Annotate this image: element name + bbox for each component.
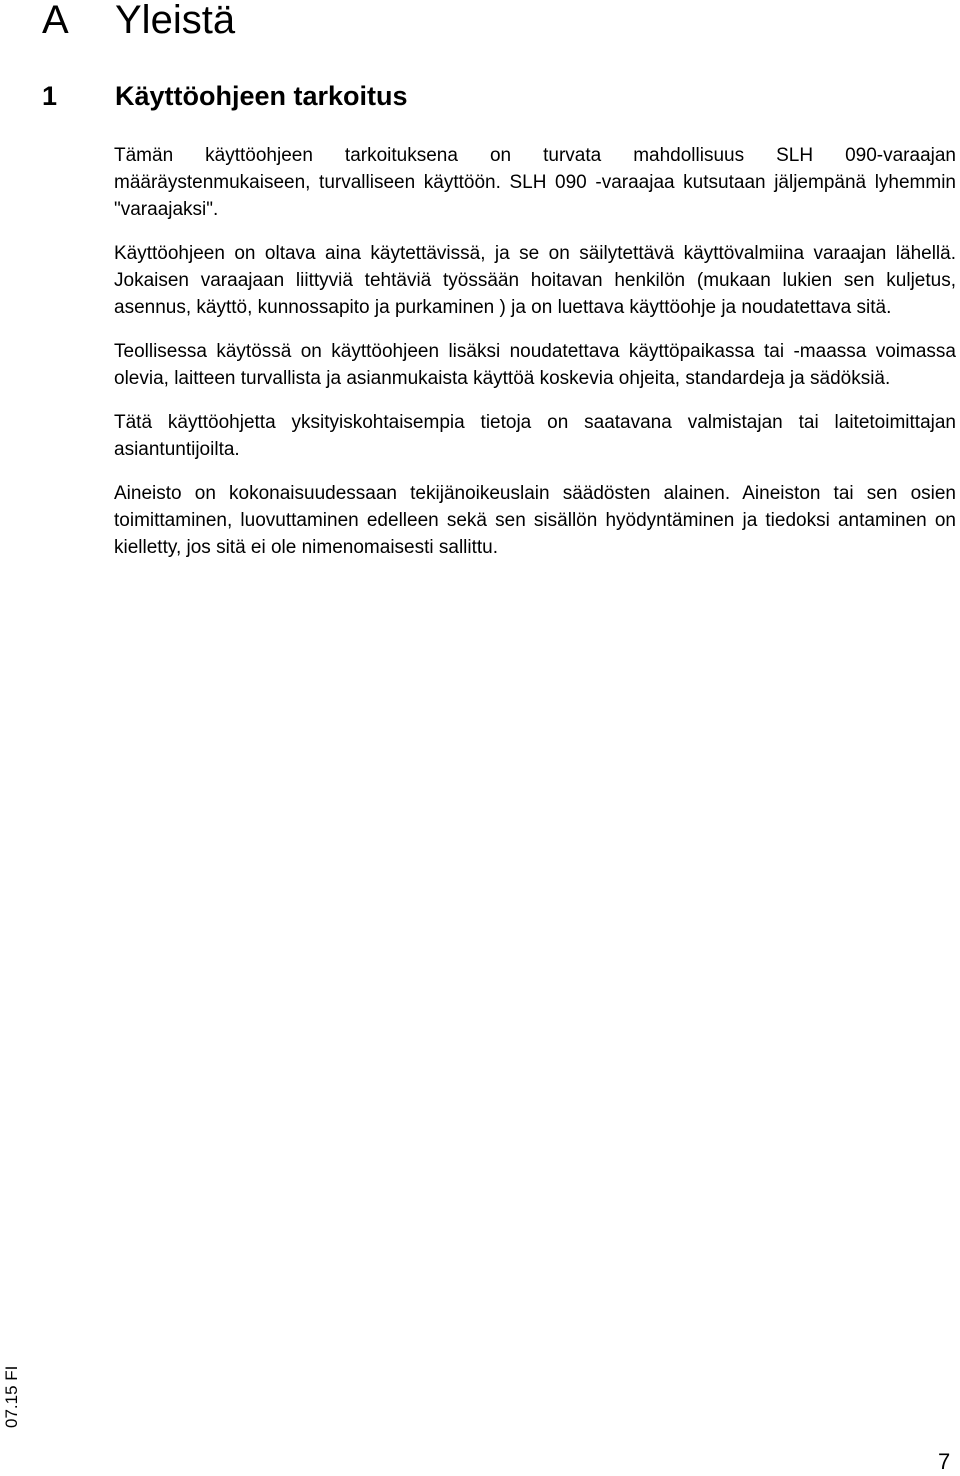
paragraph-availability: Käyttöohjeen on oltava aina käytettävissä, ja se on säilytettävä käyttövalmiina varaajan lähellä. Jokaisen varaajaan liittyviä tehtäviä työssään hoitavan henkilön (mukaan lukien sen kuljetus, asennus, käyttö, kunnossapito ja purkaminen ) ja on luettava käyttöohje ja noudatettava sitä. bbox=[114, 243, 956, 318]
paragraph-copyright: Aineisto on kokonaisuudessaan tekijänoikeuslain säädösten alainen. Aineiston tai sen osien toimittaminen, luovuttaminen edelleen sekä sen sisällön hyödyntäminen ja tiedoksi antaminen on kielletty, jos sitä ei ole nimenomaisesti sallittu. bbox=[114, 483, 956, 558]
document-version-code: 07.15 FI bbox=[2, 1365, 21, 1428]
paragraph-further-info: Tätä käyttöohjetta yksityiskohtaisempia tietoja on saatavana valmistajan tai laitetoimittajan asiantuntijoilta. bbox=[114, 412, 956, 460]
body-text bbox=[114, 142, 956, 578]
section-title: Käyttöohjeen tarkoitus bbox=[115, 81, 408, 111]
page-number: 7 bbox=[938, 1449, 951, 1474]
paragraph-industrial-use: Teollisessa käytössä on käyttöohjeen lisäksi noudatettava käyttöpaikassa tai -maassa voimassa olevia, laitteen turvallista ja asianmukaista käyttöä koskevia ohjeita, standardeja ja sädöksiä. bbox=[114, 341, 956, 389]
chapter-title: Yleistä bbox=[115, 0, 236, 42]
chapter-letter: A bbox=[42, 0, 69, 42]
paragraph-purpose: Tämän käyttöohjeen tarkoituksena on turvata mahdollisuus SLH 090-varaajan määräystenmukaiseen, turvalliseen käyttöön. SLH 090 -varaajaa kutsutaan jäljempänä lyhemmin "varaajaksi". bbox=[114, 145, 956, 220]
section-number: 1 bbox=[42, 81, 58, 111]
chapter-heading bbox=[42, 0, 235, 42]
section-heading bbox=[42, 80, 408, 112]
